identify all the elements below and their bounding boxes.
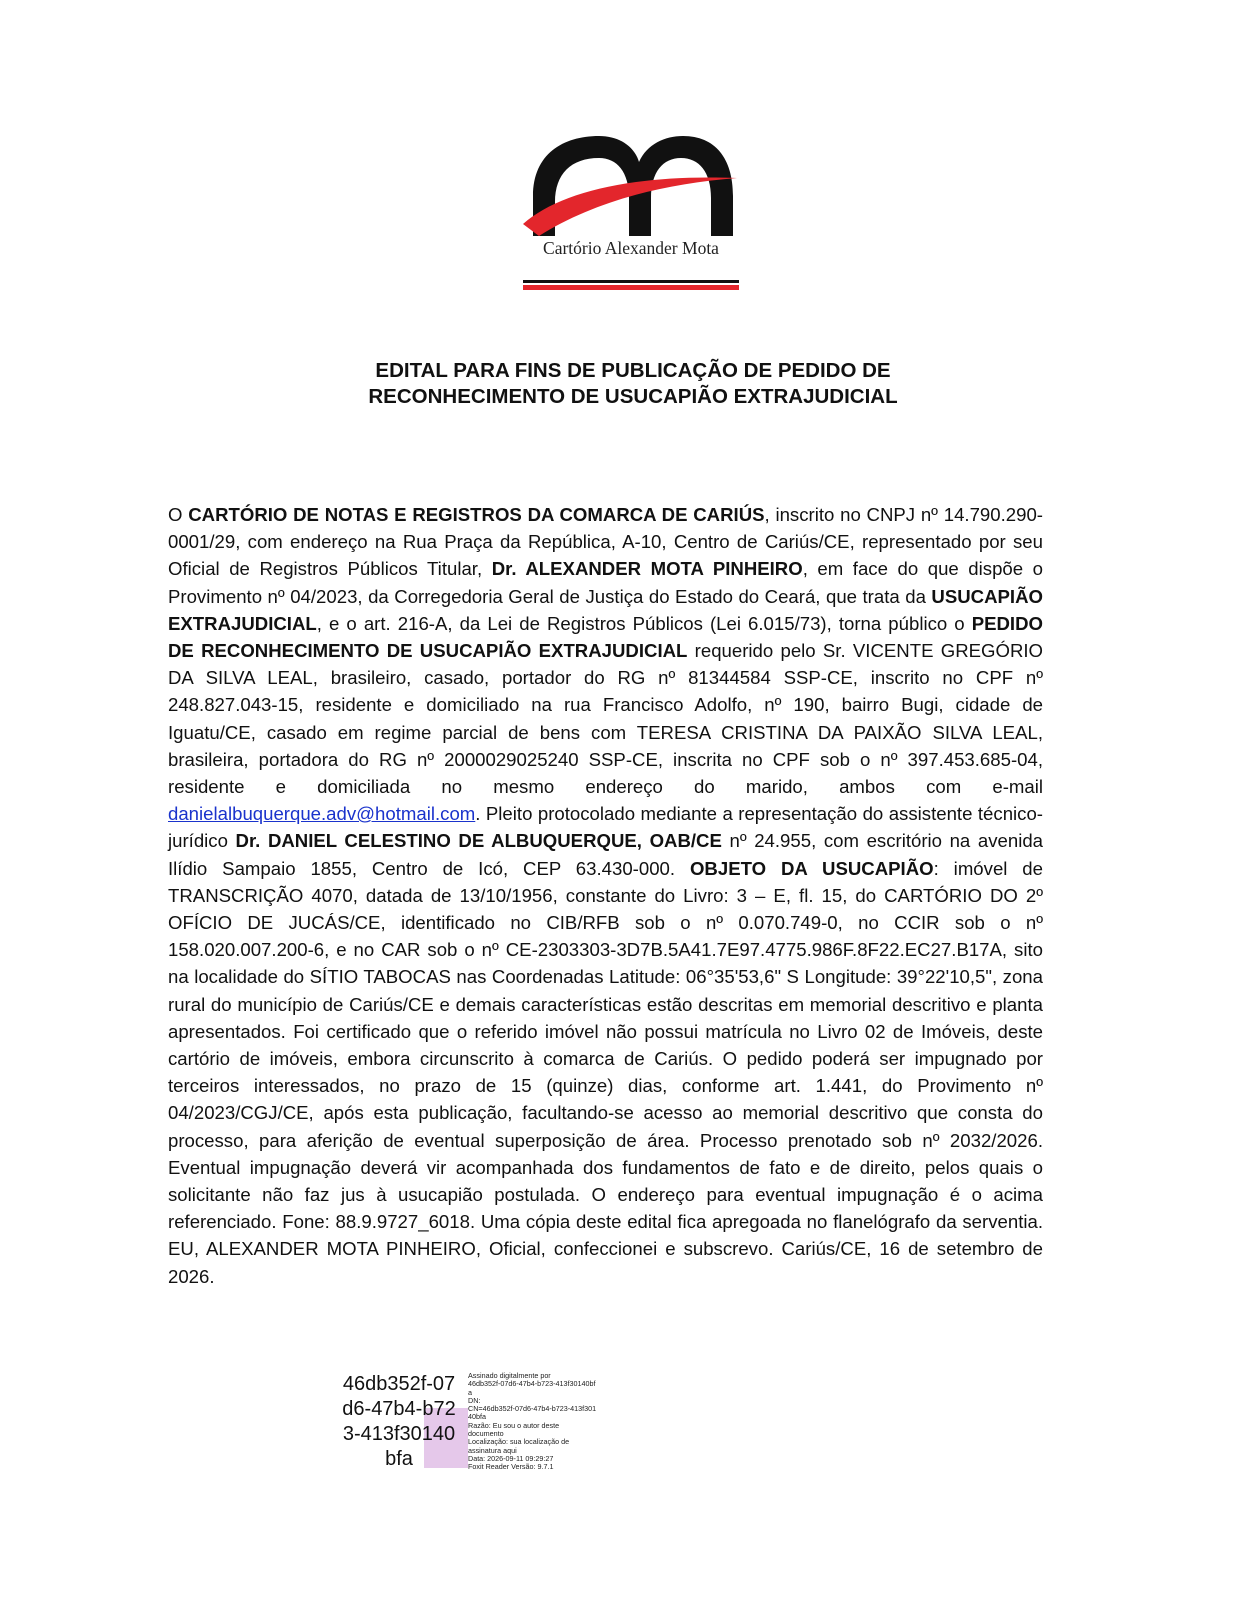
signature-detail-line: Data: 2026-09-11 09:29:27 [468, 1453, 554, 1463]
signature-hash-line: 3-413f30140 [342, 1423, 456, 1445]
signature-detail-line: Assinado digitalmente por [468, 1371, 551, 1380]
signature-detail-line: Localização: sua localização de [468, 1437, 570, 1447]
signature-detail-line: Razão: Eu sou o autor deste [468, 1420, 560, 1430]
signature-hash-line: 46db352f-07 [342, 1373, 456, 1395]
title-line-2: RECONHECIMENTO DE USUCAPIÃO EXTRAJUDICIAL [368, 385, 898, 408]
body-text-segment: nº 24.955, com escritório na avenida Ilídio Sampaio 1855, Centro de Icó, CEP 63.430-000. [168, 830, 1044, 879]
body-text-segment: O [168, 504, 189, 525]
signature-detail-line: CN=46db352f-07d6-47b4-b723-413f301 [468, 1404, 597, 1414]
signature-detail-line: 40bfa [468, 1412, 486, 1422]
body-bold-segment: Dr. DANIEL CELESTINO DE ALBUQUERQUE, OAB/CE [235, 830, 722, 852]
signature-hash-line: bfa [385, 1448, 413, 1470]
body-text-segment: , em face do que dispõe o Provimento nº 04/2023, da Corregedoria Geral de Justiça do Estado do Ceará, que trata da [168, 558, 1043, 607]
email-link[interactable]: danielalbuquerque.adv@hotmail.com [168, 803, 476, 825]
logo-m-mark-icon [523, 128, 739, 298]
signature-hash-line: d6-47b4-b72 [342, 1398, 456, 1420]
edital-body [168, 501, 1043, 1290]
body-text-segment: requerido pelo Sr. VICENTE GREGÓRIO DA SILVA LEAL, brasileiro, casado, portador do RG nº 81344584 SSP-CE, inscrito no CPF nº 248.827.043-15, residente e domiciliado na rua Francisco Adolfo, nº 190, bairro Bugi, cidade de Iguatu/CE, casado em regime parcial de bens com TERESA CRISTINA DA PAIXÃO SILVA LEAL, brasileira, portadora do RG nº 2000029025240 SSP-CE, inscrita no CPF sob o nº 397.453.685-04, residente e domiciliada no mesmo endereço do marido, ambos com e-mail [168, 640, 1044, 798]
title-line-1: EDITAL PARA FINS DE PUBLICAÇÃO DE PEDIDO DE [375, 359, 891, 382]
signature-hash [330, 1372, 468, 1472]
signature-detail-line: a [468, 1387, 472, 1397]
signature-detail-line: Foxit Reader Versão: 9.7.1 [468, 1462, 554, 1472]
body-bold-segment: USUCAPIÃO EXTRAJUDICIAL [168, 585, 1043, 634]
body-bold-segment: OBJETO DA USUCAPIÃO [689, 857, 934, 879]
signature-details [468, 1372, 618, 1472]
body-text-segment: , e o art. 216-A, da Lei de Registros Públicos (Lei 6.015/73), torna público o [316, 612, 972, 634]
cartorio-logo [523, 128, 739, 298]
logo-text: Cartório Alexander Mota [543, 238, 719, 258]
body-text-segment: , inscrito no CNPJ nº 14.790.290-0001/29, com endereço na Rua Praça da República, A-10, Centro de Cariús/CE, representado por seu Oficial de Registros Públicos Titular, [168, 504, 1043, 580]
body-bold-segment: PEDIDO DE RECONHECIMENTO DE USUCAPIÃO EXTRAJUDICIAL [168, 612, 1043, 662]
signature-detail-line: DN: [468, 1395, 481, 1405]
signature-detail-line: assinatura aqui [468, 1445, 517, 1455]
page-title [0, 358, 1236, 410]
body-text-segment: . Pleito protocolado mediante a representação do assistente técnico-jurídico [168, 803, 1043, 852]
body-bold-segment: CARTÓRIO DE NOTAS E REGISTROS DA COMARCA DE CARIÚS [188, 504, 765, 525]
body-text-segment: : imóvel de TRANSCRIÇÃO 4070, datada de 13/10/1956, constante do Livro: 3 – E, fl. 15, do CARTÓRIO DO 2º OFÍCIO DE JUCÁS/CE, identificado no CIB/RFB sob o nº 0.070.749-0, no CCIR sob o nº 158.020.007.200-6, e no CAR sob o nº CE-2303303-3D7B.5A41.7E97.4775.986F.8F22.EC27.B17A, sito na localidade do SÍTIO TABOCAS nas Coordenadas Latitude: 06°35'53,6" S Longitude: 39°22'10,5", zona rural do município de Cariús/CE e demais características estão descritas em memorial descritivo e planta apresentados. Foi certificado que o referido imóvel não possui matrícula no Livro 02 de Imóveis, deste cartório de imóveis, embora circunscrito à comarca de Cariús. O pedido poderá ser impugnado por terceiros interessados, no prazo de 15 (quinze) dias, conforme art. 1.441, do Provimento nº 04/2023/CGJ/CE, após esta publicação, facultando-se acesso ao memorial descritivo que consta do processo, para aferição de eventual superposição de área. Processo prenotado sob nº 2032/2026. Eventual impugnação deverá vir acompanhada dos fundamentos de fato e de direito, pelos quais o solicitante não faz jus à usucapião postulada. O endereço para eventual impugnação é o acima referenciado. Fone: 88.9.9727_6018. Uma cópia deste edital fica apregoada no flanelógrafo da serventia. EU, ALEXANDER MOTA PINHEIRO, Oficial, confeccionei e subscrevo. Cariús/CE, 16 de setembro de 2026. [168, 857, 1043, 1287]
signature-detail-line: 46db352f-07d6-47b4-b723-413f30140bf [468, 1379, 596, 1389]
signature-detail-line: documento [468, 1429, 504, 1439]
body-bold-segment: Dr. ALEXANDER MOTA PINHEIRO [491, 558, 803, 580]
